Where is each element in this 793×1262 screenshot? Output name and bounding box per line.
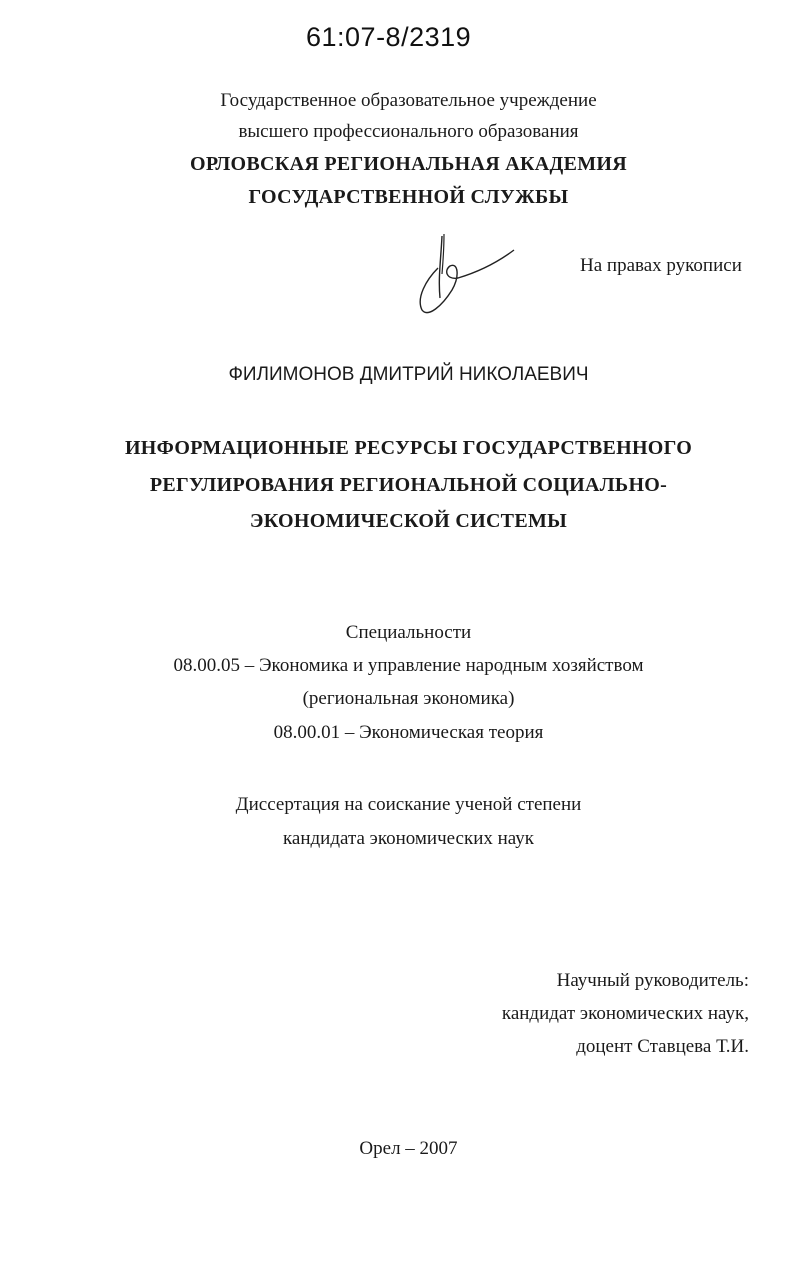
supervisor-degree: кандидат экономических наук, xyxy=(501,1003,749,1024)
handwritten-signature-icon xyxy=(408,228,520,320)
dissertation-title-line-1: ИНФОРМАЦИОННЫЕ РЕСУРСЫ ГОСУДАРСТВЕННОГО xyxy=(124,437,693,459)
institution-line-1: Государственное образовательное учреждение xyxy=(220,90,597,111)
specialties-heading: Специальности xyxy=(345,622,472,643)
specialty-item-1-note: (региональная экономика) xyxy=(302,688,515,709)
degree-line-2: кандидата экономических наук xyxy=(282,828,535,849)
supervisor-name: доцент Ставцева Т.И. xyxy=(576,1036,749,1057)
specialty-item-1: 08.00.05 – Экономика и управление народным хозяйством xyxy=(173,655,644,676)
institution-name-line-2: ГОСУДАРСТВЕННОЙ СЛУЖБЫ xyxy=(248,186,569,208)
institution-line-2: высшего профессионального образования xyxy=(238,121,579,142)
author-name: ФИЛИМОНОВ ДМИТРИЙ НИКОЛАЕВИЧ xyxy=(228,364,589,385)
institution-name-line-1: ОРЛОВСКАЯ РЕГИОНАЛЬНАЯ АКАДЕМИЯ xyxy=(189,153,628,175)
manuscript-rights-note: На правах рукописи xyxy=(580,255,742,276)
dissertation-title-line-3: ЭКОНОМИЧЕСКОЙ СИСТЕМЫ xyxy=(249,510,568,532)
archive-stamp-code: 61:07-8/2319 xyxy=(306,22,472,52)
place-and-year: Орел – 2007 xyxy=(359,1138,458,1159)
dissertation-title-line-2: РЕГУЛИРОВАНИЯ РЕГИОНАЛЬНОЙ СОЦИАЛЬНО- xyxy=(149,474,668,496)
supervisor-label: Научный руководитель: xyxy=(556,970,749,991)
degree-line-1: Диссертация на соискание ученой степени xyxy=(235,794,582,815)
specialty-item-2: 08.00.01 – Экономическая теория xyxy=(273,722,544,743)
